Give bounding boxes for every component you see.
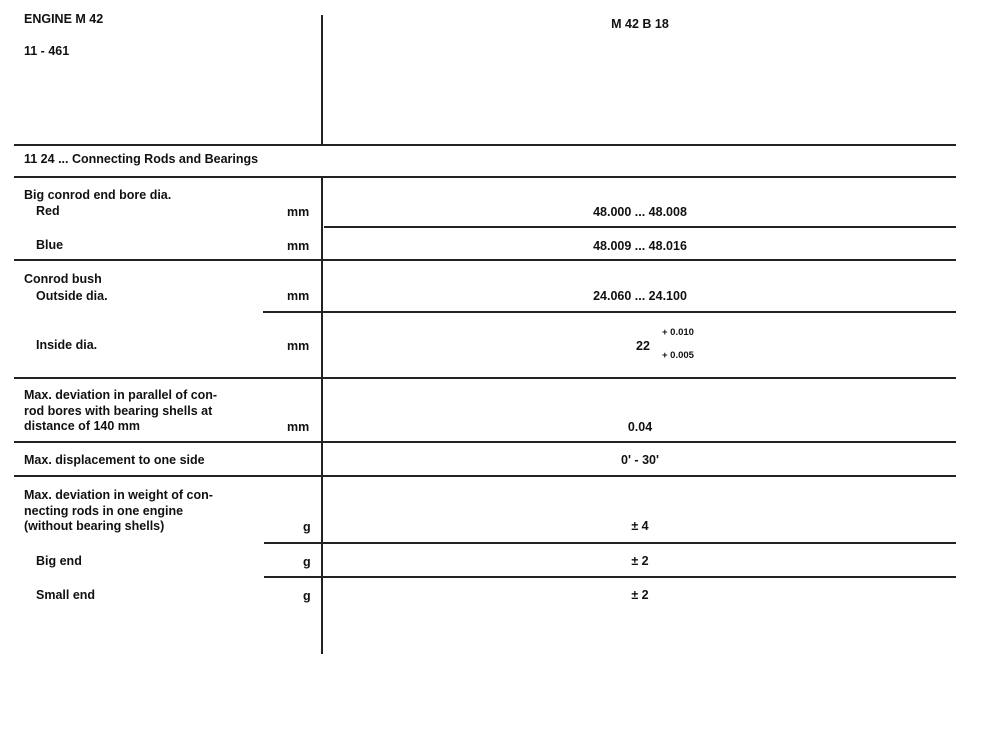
weight-value: ± 4 bbox=[631, 519, 649, 533]
rule-outside bbox=[263, 311, 956, 313]
rule-header-bottom bbox=[14, 144, 956, 146]
rule-bore-bottom bbox=[14, 259, 956, 261]
rule-bush-bottom bbox=[14, 377, 956, 379]
model-code: M 42 B 18 bbox=[611, 17, 669, 31]
big-end-unit: g bbox=[303, 555, 311, 569]
red-value: 48.000 ... 48.008 bbox=[593, 205, 687, 219]
header-divider bbox=[321, 15, 323, 145]
inside-upper-tolerance: + 0.010 bbox=[662, 327, 694, 338]
rule-big-end bbox=[264, 576, 956, 578]
red-unit: mm bbox=[287, 205, 310, 219]
blue-label: Blue bbox=[36, 238, 64, 252]
inside-unit: mm bbox=[287, 339, 310, 353]
inside-lower-tolerance: + 0.005 bbox=[662, 350, 694, 361]
displacement-value: 0' - 30' bbox=[621, 453, 659, 467]
small-end-label: Small end bbox=[36, 588, 96, 602]
parallel-unit: mm bbox=[287, 420, 310, 434]
rule-parallel-bottom bbox=[14, 441, 956, 443]
page-reference: 11 - 461 bbox=[24, 44, 70, 58]
red-label: Red bbox=[36, 204, 60, 218]
weight-line3: (without bearing shells) bbox=[24, 519, 165, 533]
rule-section-bottom bbox=[14, 176, 956, 178]
rule-displacement-bottom bbox=[14, 475, 956, 477]
inside-label: Inside dia. bbox=[36, 338, 98, 352]
weight-unit: g bbox=[303, 520, 311, 534]
weight-line2: necting rods in one engine bbox=[24, 504, 184, 518]
outside-unit: mm bbox=[287, 289, 310, 303]
blue-value: 48.009 ... 48.016 bbox=[593, 239, 687, 253]
bore-heading: Big conrod end bore dia. bbox=[24, 188, 172, 202]
parallel-line2: rod bores with bearing shells at bbox=[24, 404, 213, 418]
displacement-label: Max. displacement to one side bbox=[24, 453, 205, 467]
outside-label: Outside dia. bbox=[36, 289, 108, 303]
outside-value: 24.060 ... 24.100 bbox=[593, 289, 687, 303]
section-title: 11 24 ... Connecting Rods and Bearings bbox=[24, 152, 259, 166]
column-divider bbox=[321, 176, 323, 654]
rule-weight bbox=[264, 542, 956, 544]
small-end-unit: g bbox=[303, 589, 311, 603]
parallel-value: 0.04 bbox=[627, 420, 653, 434]
weight-line1: Max. deviation in weight of con- bbox=[24, 488, 213, 502]
parallel-line3: distance of 140 mm bbox=[24, 419, 141, 433]
engine-title: ENGINE M 42 bbox=[24, 12, 104, 26]
blue-unit: mm bbox=[287, 239, 310, 253]
rule-red bbox=[324, 226, 956, 228]
inside-base-value: 22 bbox=[636, 339, 650, 353]
big-end-value: ± 2 bbox=[631, 554, 649, 568]
big-end-label: Big end bbox=[36, 554, 82, 568]
small-end-value: ± 2 bbox=[631, 588, 649, 602]
bush-heading: Conrod bush bbox=[24, 272, 102, 286]
parallel-line1: Max. deviation in parallel of con- bbox=[24, 388, 218, 402]
